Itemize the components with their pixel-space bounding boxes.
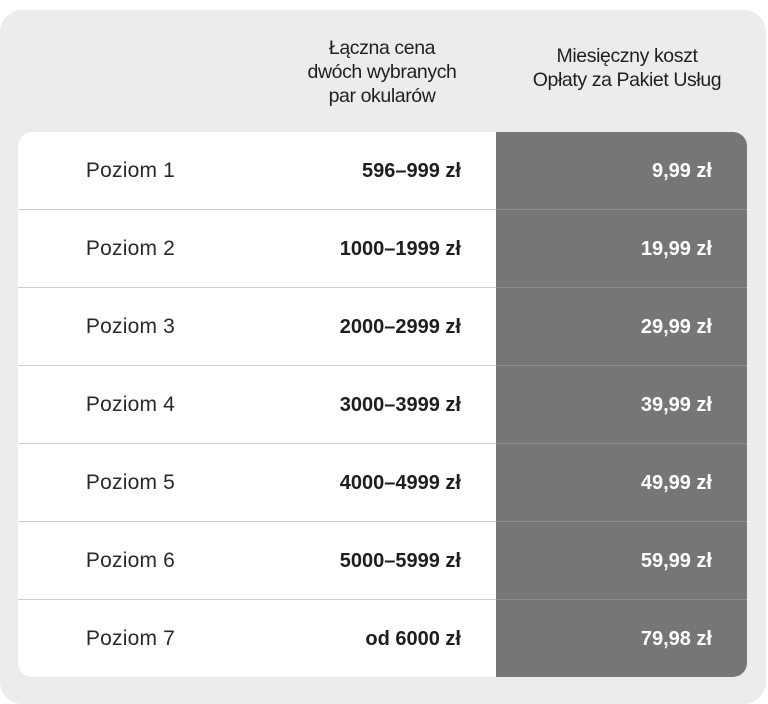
- row-level: Poziom 7: [85, 627, 176, 650]
- row-monthly-fee: 19,99 zł: [640, 238, 712, 260]
- row-monthly-fee: 9,99 zł: [651, 160, 712, 182]
- row-price-range: 3000–3999 zł: [339, 394, 461, 416]
- row-price-range: 4000–4999 zł: [339, 472, 461, 494]
- row-price-range: 2000–2999 zł: [339, 316, 461, 338]
- row-price-range: 596–999 zł: [362, 160, 461, 182]
- header-total-price-line-3: par okularów: [328, 85, 436, 107]
- row-monthly-fee: 59,99 zł: [640, 550, 712, 572]
- row-monthly-fee: 29,99 zł: [640, 316, 712, 338]
- row-level: Poziom 4: [85, 393, 176, 416]
- row-level: Poziom 6: [85, 549, 176, 572]
- header-total-price-line-2: dwóch wybranych: [307, 61, 457, 83]
- table-row: [18, 132, 747, 210]
- row-price-range: od 6000 zł: [365, 628, 461, 650]
- row-level: Poziom 5: [85, 471, 176, 494]
- row-price-range: 1000–1999 zł: [339, 238, 461, 260]
- table-row: [18, 366, 747, 444]
- header-total-price: [262, 36, 502, 126]
- pricing-card: [0, 10, 766, 704]
- row-level: Poziom 2: [85, 237, 176, 260]
- header-monthly-fee-line-2: Opłaty za Pakiet Usług: [532, 69, 722, 91]
- header-total-price-line-1: Łączna cena: [328, 37, 436, 59]
- row-level: Poziom 1: [85, 159, 176, 182]
- row-monthly-fee: 49,99 zł: [640, 472, 712, 494]
- table-row: [18, 288, 747, 366]
- row-monthly-fee: 39,99 zł: [640, 394, 712, 416]
- table-row: [18, 522, 747, 600]
- pricing-table: [18, 132, 747, 677]
- table-row: [18, 210, 747, 288]
- row-level: Poziom 3: [85, 315, 176, 338]
- table-row: [18, 444, 747, 522]
- header-monthly-fee: [502, 44, 752, 134]
- row-price-range: 5000–5999 zł: [339, 550, 461, 572]
- header-monthly-fee-line-1: Miesięczny koszt: [556, 45, 698, 67]
- row-monthly-fee: 79,98 zł: [640, 628, 712, 650]
- table-row: [18, 600, 747, 677]
